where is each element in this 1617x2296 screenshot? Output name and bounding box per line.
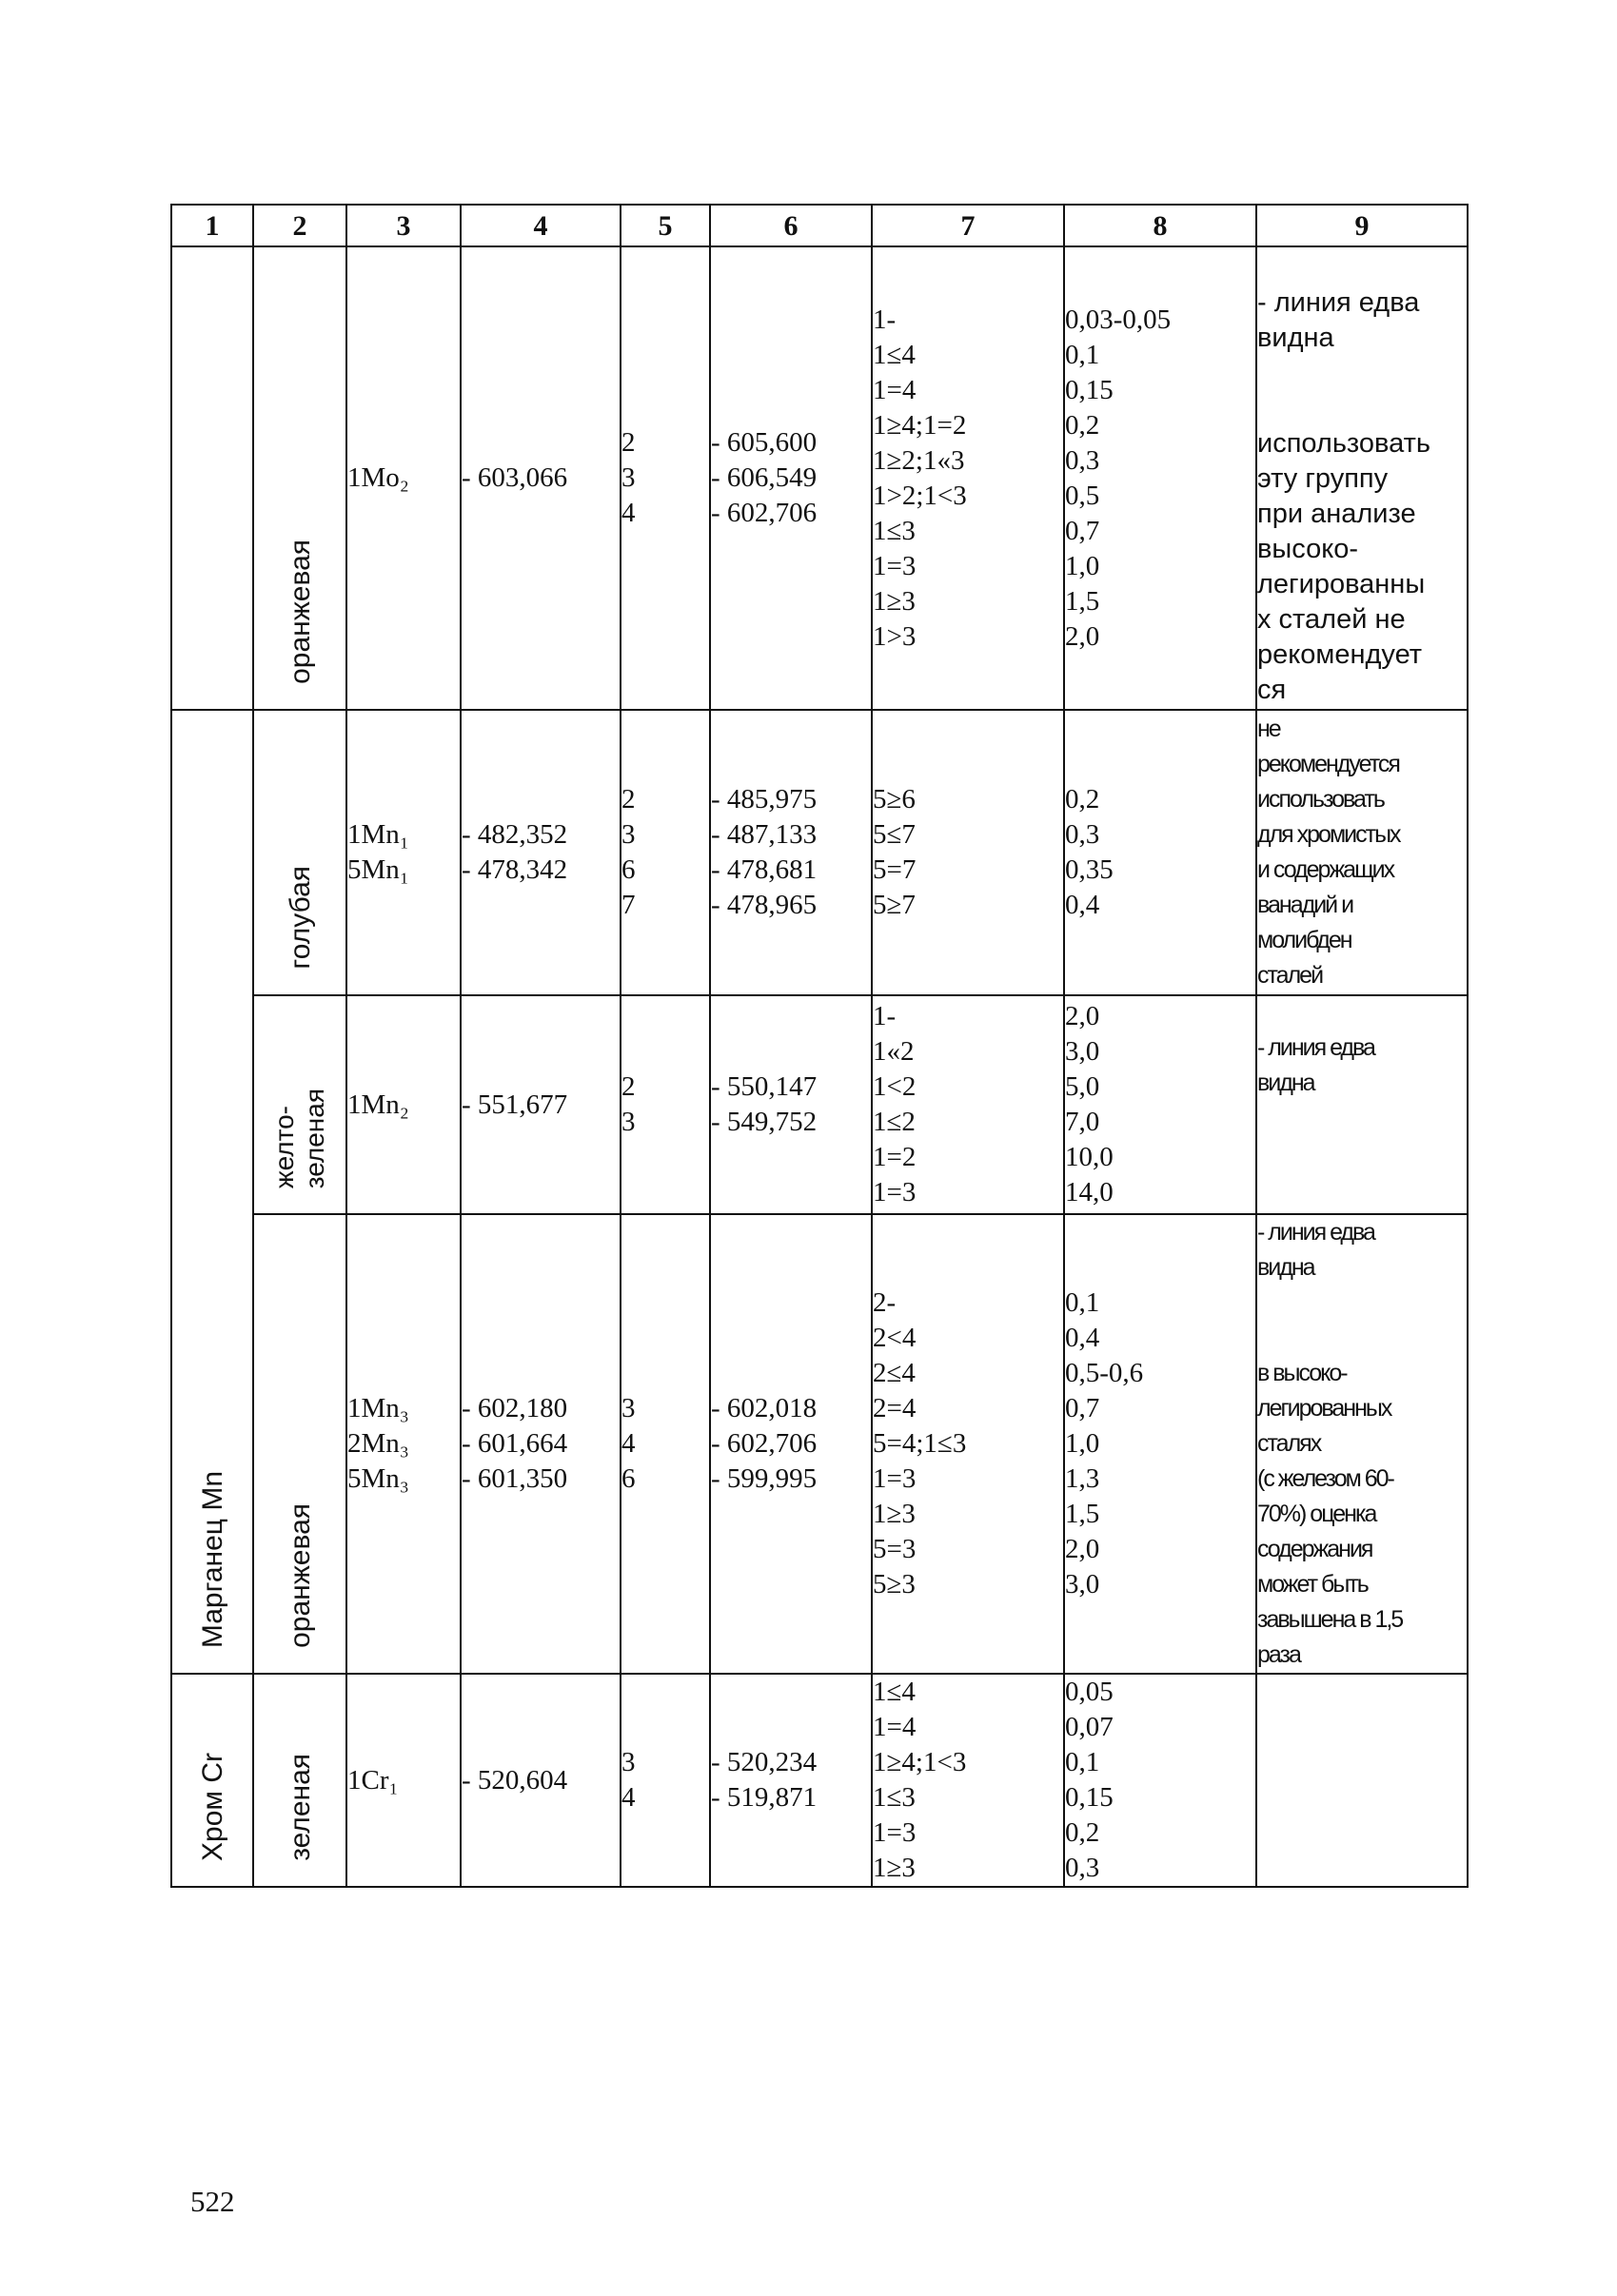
cell-line: 1=4 xyxy=(873,1712,917,1742)
comparison-value-cell xyxy=(710,1674,872,1887)
cell-line: 5Mn₃ xyxy=(347,1463,409,1494)
cell-line: - 520,604 xyxy=(462,1764,568,1796)
cell-line: для хромистых xyxy=(1257,821,1400,848)
cell-line: - 601,350 xyxy=(462,1463,568,1494)
cell-line: 0,15 xyxy=(1065,1782,1114,1813)
cell-line: 1≤4 xyxy=(873,339,916,370)
analytical-group-cell xyxy=(346,1674,461,1887)
cell-line: - 482,352 xyxy=(462,819,568,850)
element-cell xyxy=(171,1674,253,1887)
cell-line: 0,3 xyxy=(1065,819,1100,850)
cell-line: 2,0 xyxy=(1065,1534,1100,1564)
table-row xyxy=(171,1214,1468,1674)
analytical-group-cell xyxy=(346,995,461,1214)
group-cell xyxy=(253,710,346,995)
table-row xyxy=(171,1674,1468,1887)
header-cell: 4 xyxy=(461,205,621,246)
cell-line: 3,0 xyxy=(1065,1036,1100,1067)
header-cell: 5 xyxy=(621,205,710,246)
cell-line: 1- xyxy=(873,1001,897,1031)
cell-line: 1=2 xyxy=(873,1142,917,1172)
cell-line: 3,0 xyxy=(1065,1569,1100,1599)
cell-line: - 551,677 xyxy=(462,1089,568,1120)
cell-line: - 549,752 xyxy=(711,1107,818,1137)
note-cell xyxy=(1256,1674,1468,1887)
group-cell xyxy=(253,1214,346,1674)
comparison-value-cell xyxy=(710,246,872,710)
table-row xyxy=(171,246,1468,710)
cell-line: 1=3 xyxy=(873,1177,917,1207)
pattern-value-cell xyxy=(461,1674,621,1887)
intensity-ratio-cell xyxy=(872,1674,1064,1887)
cell-line: 1,3 xyxy=(1065,1463,1100,1494)
note-cell xyxy=(1256,1214,1468,1674)
note-text xyxy=(1257,426,1467,708)
cell-line: - 520,234 xyxy=(711,1747,818,1777)
cell-line: - линия едва xyxy=(1257,1219,1374,1246)
cell-line: 70%) оценка xyxy=(1257,1501,1376,1527)
cell-line: 2<4 xyxy=(873,1323,917,1353)
cell-line: - 478,342 xyxy=(462,854,568,885)
header-cell: 9 xyxy=(1256,205,1468,246)
cell-line: ванадий и xyxy=(1257,892,1353,918)
pattern-value-cell xyxy=(461,710,621,995)
cell-line: 1≥2;1«3 xyxy=(873,444,965,476)
spectral-lines-table xyxy=(170,204,1469,1888)
intensity-ratio-cell xyxy=(872,246,1064,710)
comparison-value-cell xyxy=(710,710,872,995)
cell-line: рекомендуется xyxy=(1257,751,1399,777)
cell-line: - линия едва xyxy=(1257,1034,1374,1061)
page-number: 522 xyxy=(190,2185,235,2218)
cell-line: - 602,706 xyxy=(711,1428,818,1459)
cell-line: при анализе xyxy=(1257,499,1416,529)
cell-line: 2=4 xyxy=(873,1393,917,1423)
header-cell: 2 xyxy=(253,205,346,246)
comparison-value-cell xyxy=(710,1214,872,1674)
cell-line: 5Mn₁ xyxy=(347,854,409,885)
cell-line: - 601,664 xyxy=(462,1428,568,1459)
cell-line: 1,5 xyxy=(1065,1499,1100,1529)
comparison-line-cell xyxy=(621,1214,710,1674)
cell-line: 0,03-0,05 xyxy=(1065,304,1172,335)
cell-line: видна xyxy=(1257,323,1334,353)
content-cell xyxy=(1064,1674,1256,1887)
cell-line: (с железом 60- xyxy=(1257,1465,1393,1492)
cell-line: не xyxy=(1257,716,1280,742)
cell-line: 4 xyxy=(621,1428,636,1459)
cell-line: 10,0 xyxy=(1065,1142,1114,1172)
cell-line: 1- xyxy=(873,304,897,335)
cell-line: - 519,871 xyxy=(711,1782,818,1813)
cell-line: раза xyxy=(1257,1641,1300,1668)
cell-line: 4 xyxy=(621,1782,636,1813)
cell-line: легированны xyxy=(1257,569,1426,599)
cell-line: содержания xyxy=(1257,1536,1372,1562)
cell-line: эту группу xyxy=(1257,463,1389,494)
cell-line: 1Mn₁ xyxy=(347,819,409,850)
cell-line: 1≥3 xyxy=(873,1853,916,1883)
cell-line: 0,1 xyxy=(1065,339,1100,370)
note-cell xyxy=(1256,710,1468,995)
header-cell: 1 xyxy=(171,205,253,246)
note-text xyxy=(1257,1356,1467,1673)
cell-line: сталей xyxy=(1257,962,1323,989)
cell-line: 1<2 xyxy=(873,1071,917,1102)
cell-line: 1,0 xyxy=(1065,1428,1100,1459)
cell-line: 5≥7 xyxy=(873,890,916,920)
header-cell: 6 xyxy=(710,205,872,246)
cell-line: 4 xyxy=(621,498,636,528)
cell-line: завышена в 1,5 xyxy=(1257,1606,1403,1633)
cell-line: - 478,681 xyxy=(711,854,818,885)
cell-line: 0,2 xyxy=(1065,409,1100,441)
pattern-value-cell xyxy=(461,246,621,710)
note-text xyxy=(1257,1215,1467,1285)
element-cell xyxy=(171,710,253,1674)
cell-line: 2,0 xyxy=(1065,1001,1100,1031)
cell-line: 3 xyxy=(621,1393,636,1423)
cell-line: 2 xyxy=(621,427,636,458)
comparison-value-cell xyxy=(710,995,872,1214)
cell-line: 2 xyxy=(621,784,636,814)
cell-line: 0,2 xyxy=(1065,784,1100,814)
comparison-line-cell xyxy=(621,1674,710,1887)
cell-line: 1Mo₂ xyxy=(347,462,409,493)
group-cell xyxy=(253,246,346,710)
cell-line: х сталей не xyxy=(1257,604,1406,635)
cell-line: 0,1 xyxy=(1065,1747,1100,1777)
cell-line: 7 xyxy=(621,890,636,920)
note-cell xyxy=(1256,995,1468,1214)
cell-line: 1Mn₂ xyxy=(347,1089,409,1120)
cell-line: - линия едва xyxy=(1257,287,1420,318)
header-cell: 3 xyxy=(346,205,461,246)
cell-line: - 603,066 xyxy=(462,462,568,493)
cell-line: 3 xyxy=(621,1747,636,1777)
cell-line: видна xyxy=(1257,1070,1314,1096)
group-label: оранжевая xyxy=(284,1503,316,1648)
cell-line: 0,5-0,6 xyxy=(1065,1358,1144,1388)
group-cell xyxy=(253,995,346,1214)
cell-line: - 602,018 xyxy=(711,1393,818,1423)
cell-line: - 485,975 xyxy=(711,784,818,814)
cell-line: 0,1 xyxy=(1065,1287,1100,1318)
cell-line: - 550,147 xyxy=(711,1071,818,1102)
cell-line: 6 xyxy=(621,1463,636,1494)
cell-line: 1≥3 xyxy=(873,1499,916,1529)
analytical-group-cell xyxy=(346,1214,461,1674)
cell-line: 0,7 xyxy=(1065,515,1100,546)
cell-line: 2,0 xyxy=(1065,620,1100,652)
cell-line: - 478,965 xyxy=(711,890,818,920)
cell-line: сталях xyxy=(1257,1430,1321,1457)
cell-line: - 602,180 xyxy=(462,1393,568,1423)
content-cell xyxy=(1064,1214,1256,1674)
cell-line: - 602,706 xyxy=(711,498,818,528)
group-label: оранжевая xyxy=(284,540,316,684)
note-cell xyxy=(1256,246,1468,710)
cell-line: 1Mn₃ xyxy=(347,1393,409,1423)
cell-line: 1≤4 xyxy=(873,1677,916,1707)
cell-line: 5≥6 xyxy=(873,784,916,814)
cell-line: 0,4 xyxy=(1065,890,1100,920)
table-row xyxy=(171,995,1468,1214)
element-label: Хром Cr xyxy=(196,1753,228,1861)
cell-line: 2 xyxy=(621,1071,636,1102)
header-cell: 7 xyxy=(872,205,1064,246)
intensity-ratio-cell xyxy=(872,710,1064,995)
cell-line: 0,07 xyxy=(1065,1712,1114,1742)
note-text xyxy=(1257,285,1467,356)
cell-line: 1>2;1<3 xyxy=(873,480,967,511)
cell-line: 1Cr₁ xyxy=(347,1764,399,1796)
content-cell xyxy=(1064,710,1256,995)
content-cell xyxy=(1064,995,1256,1214)
cell-line: 0,15 xyxy=(1065,374,1114,405)
cell-line: 5,0 xyxy=(1065,1071,1100,1102)
cell-line: ся xyxy=(1257,675,1287,705)
analytical-group-cell xyxy=(346,710,461,995)
cell-line: 3 xyxy=(621,462,636,493)
cell-line: 0,05 xyxy=(1065,1677,1114,1707)
element-cell xyxy=(171,246,253,710)
group-cell xyxy=(253,1674,346,1887)
cell-line: 1«2 xyxy=(873,1036,915,1067)
analytical-group-cell xyxy=(346,246,461,710)
cell-line: легированных xyxy=(1257,1395,1391,1422)
cell-line: 1>3 xyxy=(873,620,917,652)
cell-line: 1≤3 xyxy=(873,1782,916,1813)
cell-line: 1≥4;1=2 xyxy=(873,409,967,441)
cell-line: 1=3 xyxy=(873,1463,917,1494)
cell-line: 5=4;1≤3 xyxy=(873,1428,967,1459)
cell-line: молибден xyxy=(1257,927,1351,953)
cell-line: использовать xyxy=(1257,786,1384,813)
intensity-ratio-cell xyxy=(872,995,1064,1214)
cell-line: 14,0 xyxy=(1065,1177,1114,1207)
cell-line: 2Mn₃ xyxy=(347,1428,409,1459)
cell-line: 3 xyxy=(621,819,636,850)
cell-line: 0,35 xyxy=(1065,854,1114,885)
cell-line: 1≥4;1<3 xyxy=(873,1747,967,1777)
pattern-value-cell xyxy=(461,995,621,1214)
cell-line: 7,0 xyxy=(1065,1107,1100,1137)
comparison-line-cell xyxy=(621,995,710,1214)
cell-line: высоко- xyxy=(1257,534,1359,564)
content-cell xyxy=(1064,246,1256,710)
pattern-value-cell xyxy=(461,1214,621,1674)
cell-line: 2≤4 xyxy=(873,1358,916,1388)
cell-line: 3 xyxy=(621,1107,636,1137)
cell-line: 1≥3 xyxy=(873,585,916,617)
element-label: Марганец Mn xyxy=(196,1470,228,1648)
group-label: зеленая xyxy=(284,1754,316,1861)
cell-line: 5=7 xyxy=(873,854,917,885)
cell-line: рекомендует xyxy=(1257,639,1423,670)
cell-line: 1=4 xyxy=(873,374,917,405)
cell-line: 0,5 xyxy=(1065,480,1100,511)
cell-line: и содержащих xyxy=(1257,856,1394,883)
cell-line: - 605,600 xyxy=(711,427,818,458)
header-cell: 8 xyxy=(1064,205,1256,246)
cell-line: видна xyxy=(1257,1254,1314,1281)
group-label: желто- xyxy=(269,1105,299,1188)
comparison-line-cell xyxy=(621,710,710,995)
header-row xyxy=(171,205,1468,246)
cell-line: 0,2 xyxy=(1065,1817,1100,1848)
cell-line: может быть xyxy=(1257,1571,1368,1598)
comparison-line-cell xyxy=(621,246,710,710)
cell-line: 5=3 xyxy=(873,1534,917,1564)
group-label: голубая xyxy=(284,866,316,970)
group-label: зеленая xyxy=(300,1088,329,1188)
cell-line: 1=3 xyxy=(873,550,917,581)
cell-line: 0,3 xyxy=(1065,1853,1100,1883)
cell-line: 1≤3 xyxy=(873,515,916,546)
cell-line: 0,4 xyxy=(1065,1323,1100,1353)
cell-line: 5≤7 xyxy=(873,819,916,850)
cell-line: - 599,995 xyxy=(711,1463,818,1494)
cell-line: - 487,133 xyxy=(711,819,818,850)
intensity-ratio-cell xyxy=(872,1214,1064,1674)
cell-line: 1,0 xyxy=(1065,550,1100,581)
cell-line: - 606,549 xyxy=(711,462,818,493)
cell-line: 0,3 xyxy=(1065,444,1100,476)
cell-line: 0,7 xyxy=(1065,1393,1100,1423)
cell-line: 2- xyxy=(873,1287,897,1318)
cell-line: в высоко- xyxy=(1257,1360,1347,1386)
cell-line: использовать xyxy=(1257,428,1430,459)
cell-line: 5≥3 xyxy=(873,1569,916,1599)
cell-line: 1,5 xyxy=(1065,585,1100,617)
table-row xyxy=(171,710,1468,995)
cell-line: 1≤2 xyxy=(873,1107,916,1137)
cell-line: 1=3 xyxy=(873,1817,917,1848)
cell-line: 6 xyxy=(621,854,636,885)
